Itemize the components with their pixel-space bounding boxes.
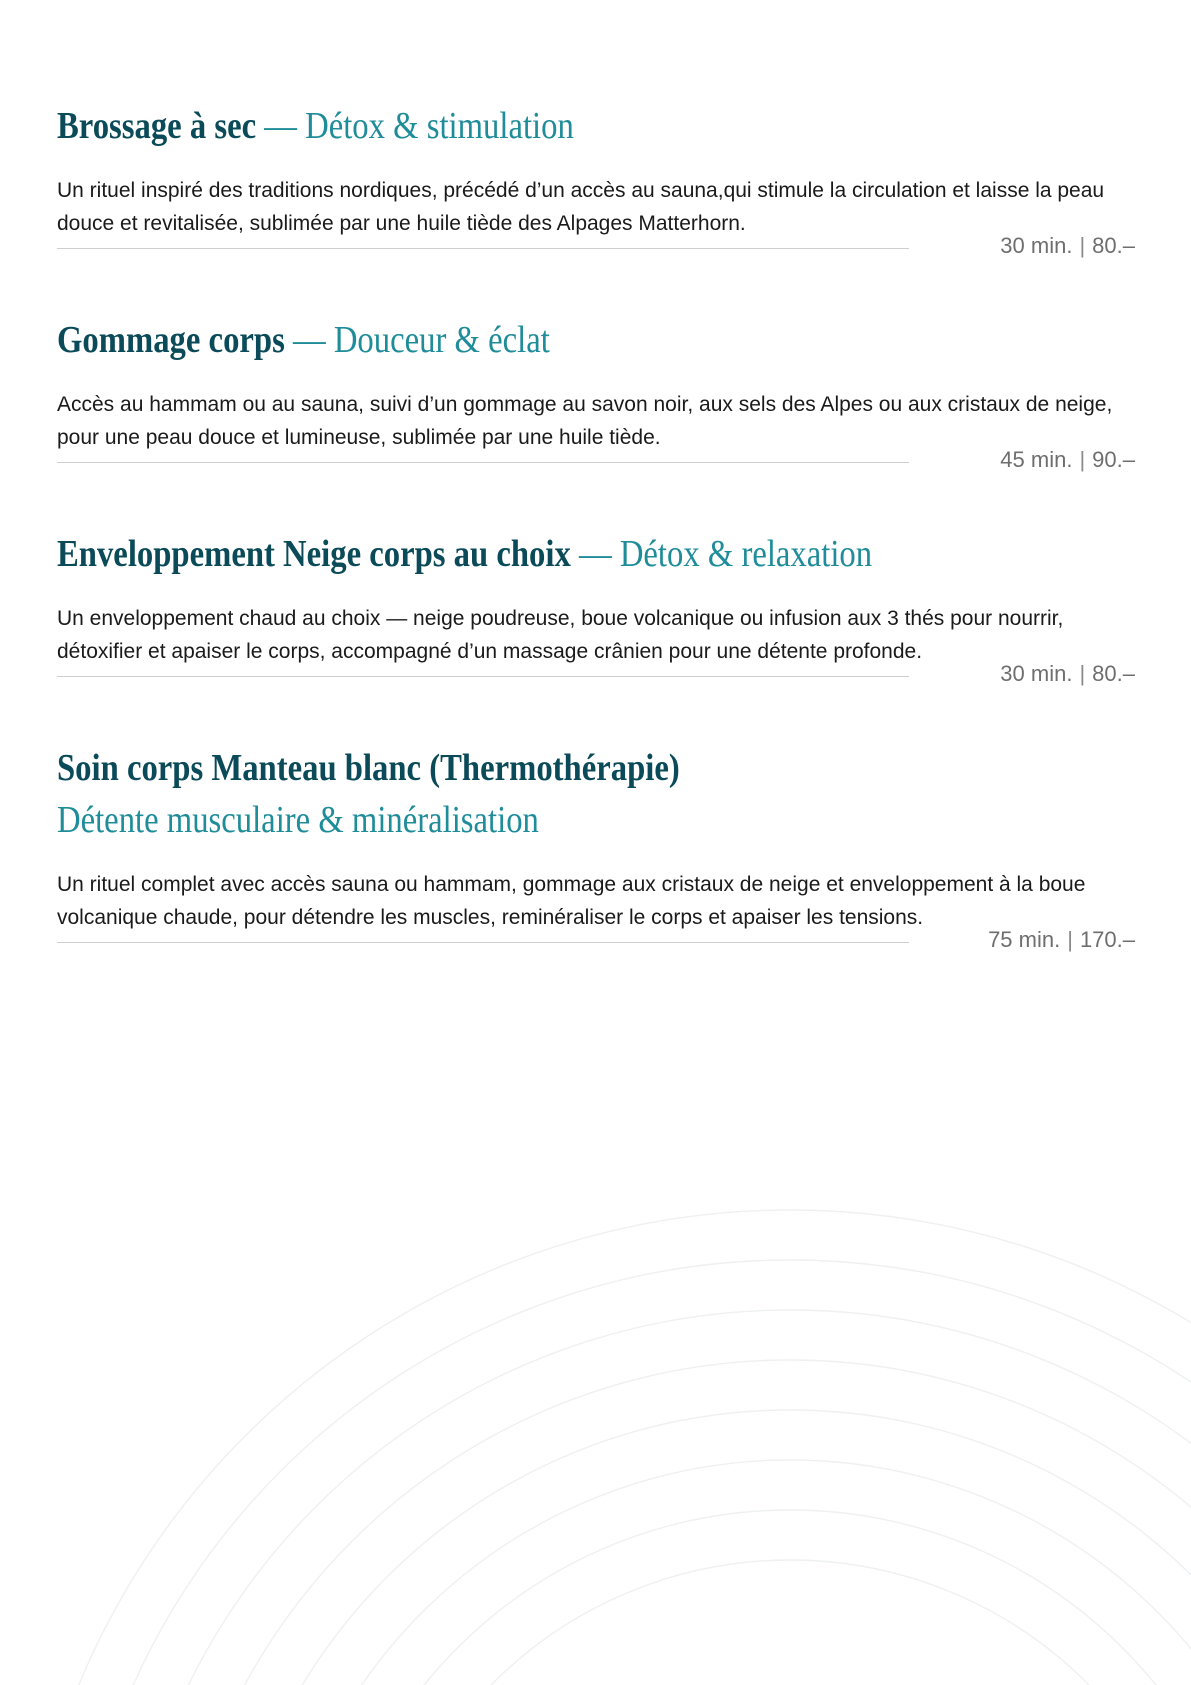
treatment-price: 170.–: [1079, 927, 1135, 952]
treatment-duration: 30 min.: [1000, 233, 1073, 258]
title-separator: —: [292, 319, 326, 361]
divider-line: [57, 248, 909, 249]
duration-price: [988, 927, 1135, 953]
price-separator: |: [1079, 447, 1086, 472]
divider-line: [57, 462, 909, 463]
treatment-description: Un rituel inspiré des traditions nordiques, précédé d’un accès au sauna,qui stimule la circulation et laisse la peau douce et revitalisée, sublimée par une huile tiède des Alpages Matterhorn.: [57, 179, 1105, 235]
price-separator: |: [1079, 233, 1086, 258]
treatment-title: [57, 742, 984, 794]
treatment-tagline: Douceur & éclat: [333, 319, 550, 361]
treatment-title: [57, 314, 984, 366]
treatment-name: Gommage corps: [57, 319, 285, 361]
treatment-duration: 45 min.: [1000, 447, 1073, 472]
treatment-tagline: Détox & stimulation: [305, 105, 574, 147]
treatment-footer: [57, 233, 1135, 268]
treatment-duration: 30 min.: [1000, 661, 1073, 686]
treatment-footer: [57, 661, 1135, 696]
title-separator: —: [264, 105, 297, 147]
price-separator: |: [1079, 661, 1086, 686]
title-separator: —: [578, 533, 612, 575]
duration-price: [1000, 447, 1135, 473]
treatment-price: 80.–: [1092, 661, 1135, 686]
treatment-tagline: Détox & relaxation: [619, 533, 873, 575]
treatment-description: Un enveloppement chaud au choix — neige poudreuse, boue volcanique ou infusion aux 3 thés pour nourrir, détoxifier et apaiser le corps, accompagné d’un massage crânien pour une détente profonde.: [57, 607, 1064, 663]
treatment-list: [57, 100, 1135, 1008]
treatment-brossage-a-sec: [57, 100, 1135, 268]
treatment-price: 90.–: [1092, 447, 1135, 472]
treatment-name: Soin corps Manteau blanc (Thermothérapie): [57, 747, 680, 789]
duration-price: [1000, 233, 1135, 259]
price-separator: |: [1067, 927, 1073, 952]
treatment-name: Brossage à sec: [57, 105, 257, 147]
treatment-title: [57, 528, 984, 580]
treatment-gommage-corps: [57, 314, 1135, 482]
treatment-description: Un rituel complet avec accès sauna ou hammam, gommage aux cristaux de neige et enveloppement à la boue volcanique chaude, pour détendre les muscles, reminéraliser le corps et apaiser les tensions.: [57, 873, 1086, 929]
divider-line: [57, 676, 909, 677]
treatment-enveloppement-neige: [57, 528, 1135, 696]
treatment-footer: [57, 927, 1135, 962]
duration-price: [1000, 661, 1135, 687]
treatment-manteau-blanc: [57, 742, 1135, 962]
treatment-title: [57, 100, 984, 152]
divider-line: [57, 942, 909, 943]
treatment-price: 80.–: [1092, 233, 1135, 258]
treatment-description: Accès au hammam ou au sauna, suivi d’un gommage au savon noir, aux sels des Alpes ou aux cristaux de neige, pour une peau douce et lumineuse, sublimée par une huile tiède.: [57, 393, 1113, 449]
treatment-tagline: Détente musculaire & minéralisation: [57, 799, 539, 841]
treatment-duration: 75 min.: [988, 927, 1061, 952]
treatment-name: Enveloppement Neige corps au choix: [57, 533, 571, 575]
treatment-footer: [57, 447, 1135, 482]
